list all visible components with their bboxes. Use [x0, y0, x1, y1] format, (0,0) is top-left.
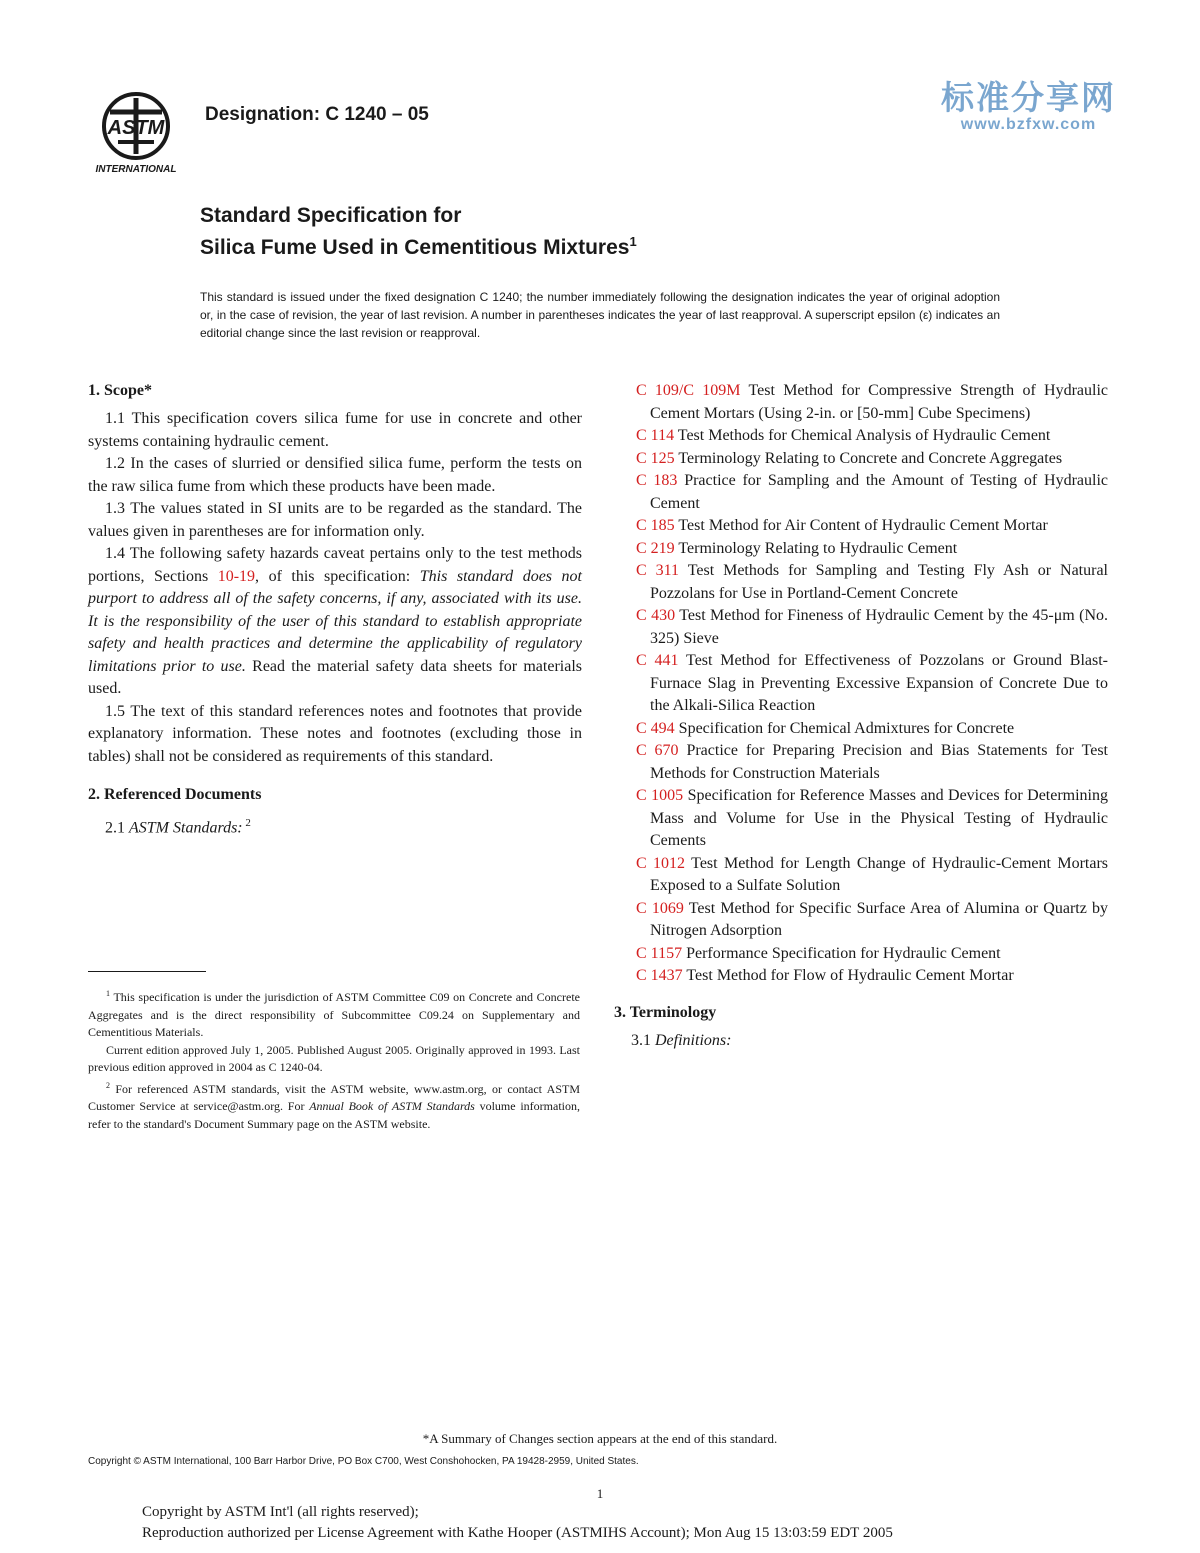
reference-item: [614, 650, 1108, 718]
footnote-1: [88, 985, 580, 1042]
reference-item: [614, 425, 1108, 448]
reference-title: Test Method for Air Content of Hydraulic Cement Mortar: [674, 517, 1048, 534]
fn2-start: For referenced ASTM standards, visit the ASTM website, www.astm.org, or contact ASTM Customer Service at service@astm.org. For: [88, 1081, 581, 1113]
watermark-main: 标准分享网: [941, 79, 1116, 116]
reference-title: Specification for Reference Masses and Devices for Determining Mass and Volume for Use in the Physical Testing of Hydraulic Cements: [650, 787, 1109, 849]
reference-code-link[interactable]: C 1157: [636, 944, 683, 962]
reference-code-link[interactable]: C 670: [636, 742, 679, 759]
reference-code-link[interactable]: C 1005: [636, 787, 684, 804]
reference-title: Test Method for Specific Surface Area of Alumina or Quartz by Nitrogen Adsorption: [650, 899, 1108, 939]
reference-item: [614, 740, 1108, 785]
subheading-label: ASTM Standards:: [129, 819, 243, 837]
reference-code-link[interactable]: C 183: [636, 472, 678, 489]
section-heading-referenced: 2. Referenced Documents: [88, 786, 262, 803]
scope-para-1-3: 1.3 The values stated in SI units are to be regarded as the standard. The values given in parentheses are for information only.: [88, 500, 582, 540]
designation: Designation: C 1240 – 05: [205, 104, 429, 125]
reference-title: Terminology Relating to Concrete and Concrete Aggregates: [674, 449, 1063, 467]
footnotes: [88, 985, 580, 1133]
section-heading-terminology: 3. Terminology: [614, 1003, 717, 1021]
reference-item: [614, 718, 1108, 741]
reference-item: [614, 943, 1108, 966]
reference-list: [614, 380, 1108, 988]
footnote-divider: [88, 971, 206, 972]
definitions-num: 3.1: [631, 1031, 655, 1049]
safety-caveat: This standard does not purport to address all of the safety concerns, if any, associated with its use. It is the responsibility of the user of this standard to establish appropriate safety and health practices and determine the applicability of regulatory limitations prior to use.: [88, 567, 582, 675]
reference-title: Test Method for Fineness of Hydraulic Cement by the 45-μm (No. 325) Sieve: [650, 607, 1109, 647]
section-heading-scope: 1. Scope*: [88, 382, 152, 399]
scope-para-1-5: 1.5 The text of this standard references notes and footnotes that provide explanatory information. These notes and footnotes (excluding those in tables) shall not be considered as requirements of this standard.: [88, 702, 582, 765]
copyright-line: Copyright © ASTM International, 100 Barr Harbor Drive, PO Box C700, West Conshohocken, PA 19428-2959, United States.: [88, 1456, 639, 1467]
title-line-1: Standard Specification for: [200, 204, 462, 227]
stamp-line-2: Reproduction authorized per License Agreement with Kathe Hooper (ASTMIHS Account); Mon Aug 15 13:03:59 EDT 2005: [142, 1525, 893, 1541]
reference-code-link[interactable]: C 441: [636, 652, 679, 669]
fn2-mark: 2: [106, 1080, 110, 1090]
reference-title: Specification for Chemical Admixtures for Concrete: [674, 719, 1015, 737]
fn1-mark: 1: [106, 989, 110, 998]
logo-subtext: INTERNATIONAL: [95, 164, 177, 175]
p4-start: 1.4 The following safety hazards caveat pertains only to the test methods portions, Sections: [88, 545, 582, 585]
license-stamp: [142, 1502, 893, 1544]
watermark-url: www.bzfxw.com: [960, 116, 1097, 133]
watermark: [941, 80, 1116, 134]
definitions-label: Definitions:: [655, 1031, 732, 1049]
reference-code-link[interactable]: C 430: [636, 607, 676, 624]
fn2-italic: Annual Book of ASTM Standards: [309, 1099, 475, 1113]
fn2-end: volume information, refer to the standard's Document Summary page on the ASTM website.: [88, 1099, 580, 1131]
reference-code-link[interactable]: C 311: [636, 562, 680, 579]
reference-item: [614, 380, 1108, 425]
reference-title: Test Method for Length Change of Hydraulic-Cement Mortars Exposed to a Sulfate Solution: [650, 854, 1108, 894]
reference-code-link[interactable]: C 114: [636, 427, 675, 444]
reference-item: [614, 470, 1108, 515]
footnote-1-edition: Current edition approved July 1, 2005. Published August 2005. Originally approved in 1993. Last previous edition approved in 2004 as C 1240-04.: [88, 1042, 580, 1074]
scope-para-1-1: 1.1 This specification covers silica fume for use in concrete and other systems containing hydraulic cement.: [88, 410, 582, 450]
reference-code-link[interactable]: C 1437: [636, 967, 683, 984]
reference-code-link[interactable]: C 1012: [636, 854, 686, 872]
reference-title: Test Method for Effectiveness of Pozzolans or Ground Blast-Furnace Slag in Preventing Excessive Expansion of Concrete Due to the Alkali-Silica Reaction: [650, 652, 1109, 714]
summary-note: *A Summary of Changes section appears at the end of this standard.: [422, 1431, 778, 1446]
reference-item: [614, 785, 1108, 853]
reference-title: Test Methods for Chemical Analysis of Hydraulic Cement: [674, 427, 1051, 444]
reference-item: [614, 538, 1108, 561]
reference-code-link[interactable]: C 219: [636, 539, 675, 557]
scope-para-1-4: [88, 543, 582, 701]
reference-code-link[interactable]: C 109/C 109M: [636, 382, 741, 399]
reference-item: [614, 448, 1108, 471]
astm-logo: [88, 88, 188, 176]
scope-para-1-2: 1.2 In the cases of slurried or densified silica fume, perform the tests on the raw silica fume from which these products have been made.: [88, 455, 582, 495]
subheading-footnote-mark: 2: [242, 817, 251, 829]
reference-item: [614, 605, 1108, 650]
reference-code-link[interactable]: C 185: [636, 517, 675, 534]
reference-item: [614, 898, 1108, 943]
stamp-line-1: Copyright by ASTM Int'l (all rights reserved);: [142, 1504, 419, 1520]
reference-item: [614, 515, 1108, 538]
reference-title: Practice for Preparing Precision and Bias Statements for Test Methods for Construction Materials: [650, 742, 1109, 782]
logo-text: ASTM: [107, 117, 165, 139]
fn1-text: This specification is under the jurisdiction of ASTM Committee C09 on Concrete and Concrete Aggregates and is the direct responsibility of Subcommittee C09.24 on Supplementary and Cementitious Materials.: [88, 990, 580, 1039]
reference-code-link[interactable]: C 125: [636, 449, 675, 467]
page-number: 1: [596, 1486, 604, 1501]
footnote-2: [88, 1077, 580, 1134]
left-column: [88, 380, 582, 840]
subheading-num: 2.1: [105, 819, 129, 837]
title-main: Silica Fume Used in Cementitious Mixtures: [200, 236, 630, 259]
title-line-2: [200, 234, 637, 260]
reference-code-link[interactable]: C 494: [636, 719, 675, 737]
astm-standards-subheading: [88, 812, 582, 840]
reference-title: Test Method for Flow of Hydraulic Cement Mortar: [682, 967, 1014, 984]
reference-title: Practice for Sampling and the Amount of Testing of Hydraulic Cement: [650, 472, 1108, 512]
reference-item: [614, 853, 1108, 898]
definitions-subheading: [614, 1030, 1108, 1053]
reference-item: [614, 965, 1108, 988]
title-footnote-mark: 1: [629, 234, 637, 249]
reference-code-link[interactable]: C 1069: [636, 899, 684, 917]
reference-item: [614, 560, 1108, 605]
p4-mid: , of this specification:: [255, 567, 420, 585]
reference-title: Test Methods for Sampling and Testing Fly Ash or Natural Pozzolans for Use in Portland-Cement Concrete: [650, 562, 1109, 602]
reference-title: Performance Specification for Hydraulic Cement: [682, 944, 1001, 962]
reference-title: Test Method for Compressive Strength of Hydraulic Cement Mortars (Using 2-in. or [50-mm] Cube Specimens): [650, 382, 1109, 422]
issuance-notice: This standard is issued under the fixed designation C 1240; the number immediately following the designation indicates the year of original adoption or, in the case of revision, the year of last revision. A number in parentheses indicates the year of last reapproval. A superscript epsilon (ε) indicates an editorial change since the last revision or reapproval.: [200, 290, 1000, 340]
p4-end: Read the material safety data sheets for materials used.: [88, 657, 582, 697]
right-column: [614, 380, 1108, 1052]
sections-link[interactable]: 10-19: [217, 567, 256, 585]
reference-title: Terminology Relating to Hydraulic Cement: [674, 539, 958, 557]
